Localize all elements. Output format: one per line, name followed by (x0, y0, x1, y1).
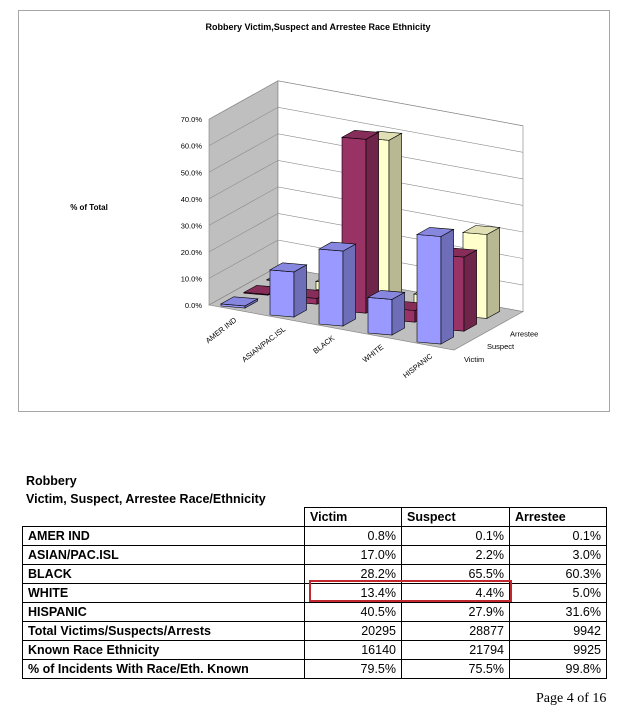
series-axis-label: Victim (464, 355, 485, 364)
bar-victim-4 (417, 227, 454, 344)
column-header-suspect: Suspect (402, 508, 510, 527)
cell-arrestee: 31.6% (510, 603, 607, 622)
row-label: AMER IND (23, 527, 305, 546)
y-axis-label: % of Total (70, 203, 108, 212)
x-category-label: BLACK (311, 333, 337, 356)
y-tick-label: 30.0% (180, 221, 202, 231)
bar-side-face (294, 265, 307, 317)
chart-title: Robbery Victim,Suspect and Arrestee Race Ethnicity (205, 22, 431, 32)
cell-victim: 17.0% (305, 546, 402, 565)
cell-suspect: 28877 (402, 622, 510, 641)
row-label: HISPANIC (23, 603, 305, 622)
bar-side-face (392, 292, 405, 335)
y-tick-label: 10.0% (180, 274, 202, 284)
cell-victim: 40.5% (305, 603, 402, 622)
bar-victim-3 (368, 290, 405, 335)
cell-victim: 16140 (305, 641, 402, 660)
cell-arrestee: 60.3% (510, 565, 607, 584)
page-number: Page 4 of 16 (536, 691, 607, 706)
cell-suspect: 4.4% (402, 584, 510, 603)
cell-suspect: 21794 (402, 641, 510, 660)
cell-arrestee: 9942 (510, 622, 607, 641)
table-row (23, 565, 607, 584)
row-label: % of Incidents With Race/Eth. Known (23, 660, 305, 679)
table-row (23, 527, 607, 546)
cell-suspect: 75.5% (402, 660, 510, 679)
column-header-arrestee: Arrestee (510, 508, 607, 527)
bar-side-face (343, 244, 356, 326)
bar-front-face (417, 235, 441, 345)
row-label: Known Race Ethnicity (23, 641, 305, 660)
bar-front-face (368, 297, 392, 335)
cell-arrestee: 99.8% (510, 660, 607, 679)
table-title: Robbery (26, 474, 77, 488)
cell-victim: 28.2% (305, 565, 402, 584)
y-tick-label: 0.0% (184, 301, 202, 310)
y-tick-label: 70.0% (180, 115, 202, 125)
table-row (23, 660, 607, 679)
row-label: WHITE (23, 584, 305, 603)
race-ethnicity-table (22, 507, 607, 679)
x-category-label: WHITE (360, 342, 386, 365)
series-axis-label: Arrestee (510, 329, 539, 339)
table-corner-cell (23, 508, 305, 527)
bar-victim-1 (270, 263, 307, 317)
cell-suspect: 0.1% (402, 527, 510, 546)
y-tick-label: 60.0% (180, 141, 202, 151)
table-row (23, 546, 607, 565)
row-label: ASIAN/PAC.ISL (23, 546, 305, 565)
row-label: BLACK (23, 565, 305, 584)
bar-victim-2 (319, 242, 356, 326)
series-axis-label: Suspect (487, 342, 515, 352)
x-category-label: HISPANIC (401, 351, 435, 381)
y-axis-tick-labels (181, 115, 203, 310)
cell-arrestee: 3.0% (510, 546, 607, 565)
cell-victim: 79.5% (305, 660, 402, 679)
cell-victim: 20295 (305, 622, 402, 641)
table-row (23, 622, 607, 641)
bar-side-face (441, 229, 454, 344)
column-header-victim: Victim (305, 508, 402, 527)
table-subtitle: Victim, Suspect, Arrestee Race/Ethnicity (26, 492, 266, 506)
x-category-label: AMER IND (203, 315, 239, 346)
x-category-label: ASIAN/PAC.ISL (240, 324, 288, 365)
cell-arrestee: 9925 (510, 641, 607, 660)
bar-side-face (389, 133, 402, 300)
cell-victim: 13.4% (305, 584, 402, 603)
cell-suspect: 65.5% (402, 565, 510, 584)
table-header-row (23, 508, 607, 527)
table-row (23, 584, 607, 603)
bar-side-face (464, 250, 477, 331)
cell-arrestee: 5.0% (510, 584, 607, 603)
y-tick-label: 20.0% (180, 247, 202, 257)
bar-front-face (319, 249, 343, 326)
cell-suspect: 2.2% (402, 546, 510, 565)
bar-side-face (487, 228, 500, 319)
y-tick-label: 40.0% (180, 194, 202, 204)
table-row (23, 641, 607, 660)
cell-victim: 0.8% (305, 527, 402, 546)
cell-suspect: 27.9% (402, 603, 510, 622)
y-tick-label: 50.0% (180, 168, 202, 178)
row-label: Total Victims/Suspects/Arrests (23, 622, 305, 641)
cell-arrestee: 0.1% (510, 527, 607, 546)
bar-front-face (270, 270, 294, 317)
bar-side-face (366, 132, 379, 313)
table-row (23, 603, 607, 622)
bar-chart-3d (19, 11, 609, 411)
chart-container (18, 10, 610, 412)
